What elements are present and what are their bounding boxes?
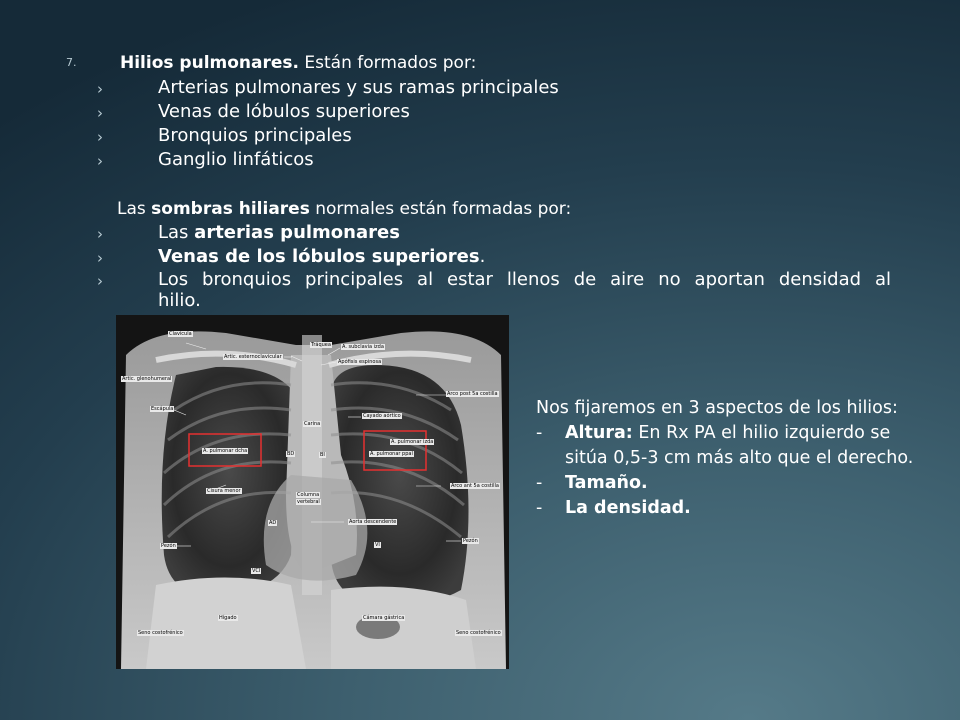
xray-label: A. pulmonar izda (391, 439, 434, 445)
xray-label: Clavícula (169, 331, 192, 337)
xray-label: Seno costofrénico (456, 630, 501, 636)
hilum-aspects-text (536, 396, 936, 521)
bullet-icon: › (97, 272, 103, 290)
xray-label: Pezón (161, 543, 176, 549)
chest-xray-image (116, 315, 509, 669)
xray-label: Cámara gástrica (363, 615, 405, 621)
dash-bullet: - (536, 473, 543, 493)
side-intro: Nos fijaremos en 3 aspectos de los hilios: (536, 398, 898, 418)
section1-item: Venas de lóbulos superiores (158, 101, 410, 122)
section2-item-2: Venas de los lóbulos superiores. (158, 246, 486, 267)
dash-bullet: - (536, 423, 543, 443)
aspect-altura: - Altura: En Rx PA el hilio izquierdo se sitúa 0,5-3 cm más alto que el derecho. (536, 423, 914, 468)
xray-label: vertebral (297, 499, 320, 505)
section2-item-3: Los bronquios principales al estar llenos de aire no aportan densidad al hilio. (158, 269, 891, 311)
xray-label: A. subclavia izda (342, 344, 384, 350)
xray-label: Arco ant 5a costilla (451, 483, 499, 489)
xray-label: Artic. glenohumeral (122, 376, 172, 382)
bullet-icon: › (97, 80, 103, 98)
xray-label: Seno costofrénico (138, 630, 183, 636)
xray-label: Carina (304, 421, 321, 427)
section2-item-1: Las arterias pulmonares (158, 222, 400, 243)
xray-label: Tráquea (311, 342, 331, 348)
xray-label: Cisura menor (207, 488, 241, 494)
bullet-icon: › (97, 104, 103, 122)
dash-bullet: - (536, 498, 543, 518)
xray-label: Hígado (219, 615, 237, 621)
xray-label: Aorta descendente (349, 519, 397, 525)
xray-label: A. pulmonar dcha (203, 448, 248, 454)
xray-label: VCI (252, 568, 261, 574)
xray-label: Artic. esternoclavicular (224, 354, 282, 360)
section2-intro: Las sombras hiliares normales están formadas por: (117, 199, 572, 219)
section1-item: Arterias pulmonares y sus ramas principales (158, 77, 559, 98)
xray-label: Arco post 5a costilla (447, 391, 498, 397)
bullet-icon: › (97, 225, 103, 243)
list-number: 7. (66, 56, 77, 69)
xray-label: Cayado aórtico (363, 413, 401, 419)
section1-item: Bronquios principales (158, 125, 352, 146)
xray-label: Escápula (151, 406, 174, 412)
xray-label: Apófisis espinosa (338, 359, 382, 365)
xray-label: Columna (297, 492, 320, 498)
bullet-icon: › (97, 249, 103, 267)
bullet-icon: › (97, 152, 103, 170)
xray-label: A. pulmonar ppal (370, 451, 413, 457)
aspect-densidad: - La densidad. (536, 496, 936, 521)
section1-item: Ganglio linfáticos (158, 149, 314, 170)
xray-label: BI (320, 452, 325, 458)
section1-title: Hilios pulmonares. Están formados por: (120, 53, 477, 73)
xray-label: AD (269, 520, 277, 526)
aspect-tamano: - Tamaño. (536, 471, 936, 496)
xray-label: BD (287, 451, 295, 457)
xray-label: Pezón (463, 538, 478, 544)
bullet-icon: › (97, 128, 103, 146)
xray-label: VI (375, 542, 380, 548)
